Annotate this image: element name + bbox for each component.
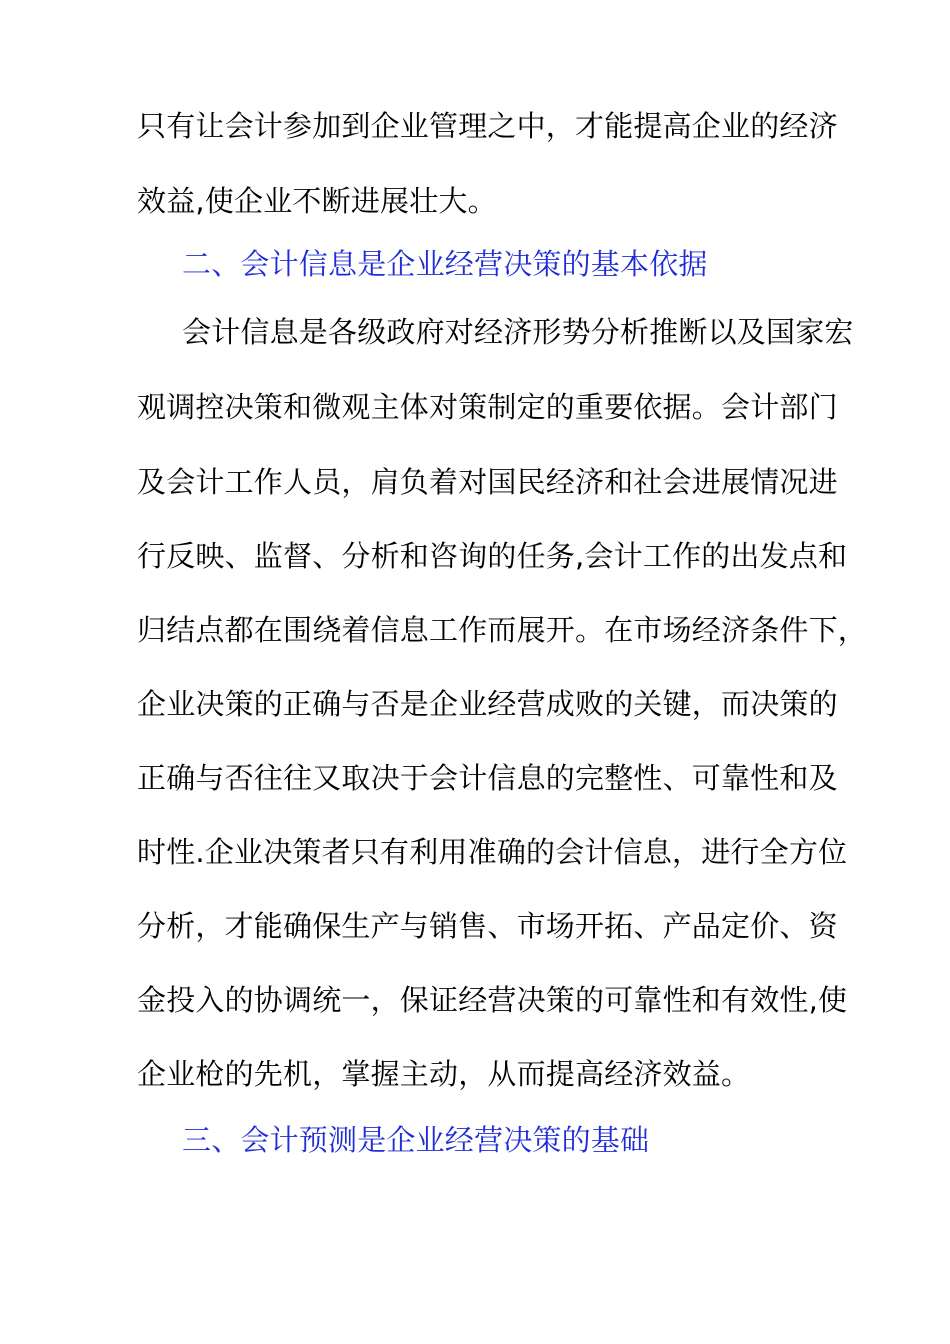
section-heading-3: 三、会计预测是企业经营决策的基础: [182, 1123, 650, 1157]
paragraph-1-line-2: 效益,使企业不断进展壮大。: [137, 184, 497, 218]
paragraph-1-line-1: 只有让会计参加到企业管理之中，才能提高企业的经济: [137, 109, 838, 143]
section-heading-2: 二、会计信息是企业经营决策的基本依据: [182, 247, 708, 281]
paragraph-2-line-9: 分析，才能确保生产与销售、市场开拓、产品定价、资: [137, 909, 838, 943]
paragraph-2-line-6: 企业决策的正确与否是企业经营成败的关键，而决策的: [137, 687, 838, 721]
paragraph-2-line-8: 时性.企业决策者只有利用准确的会计信息，进行全方位: [137, 835, 848, 869]
paragraph-2-line-11: 企业枪的先机，掌握主动，从而提高经济效益。: [137, 1057, 751, 1091]
paragraph-2-line-1: 会计信息是各级政府对经济形势分析推断以及国家宏: [182, 315, 854, 349]
paragraph-2-line-3: 及会计工作人员，肩负着对国民经济和社会进展情况进: [137, 465, 838, 499]
paragraph-2-line-10: 金投入的协调统一，保证经营决策的可靠性和有效性,使: [137, 983, 848, 1017]
paragraph-2-line-2: 观调控决策和微观主体对策制定的重要依据。会计部门: [137, 390, 838, 424]
paragraph-2-line-4: 行反映、监督、分析和咨询的任务,会计工作的出发点和: [137, 539, 848, 573]
paragraph-2-line-7: 正确与否往往又取决于会计信息的完整性、可靠性和及: [137, 761, 838, 795]
paragraph-2-line-5: 归结点都在围绕着信息工作而展开。在市场经济条件下，: [137, 613, 868, 647]
